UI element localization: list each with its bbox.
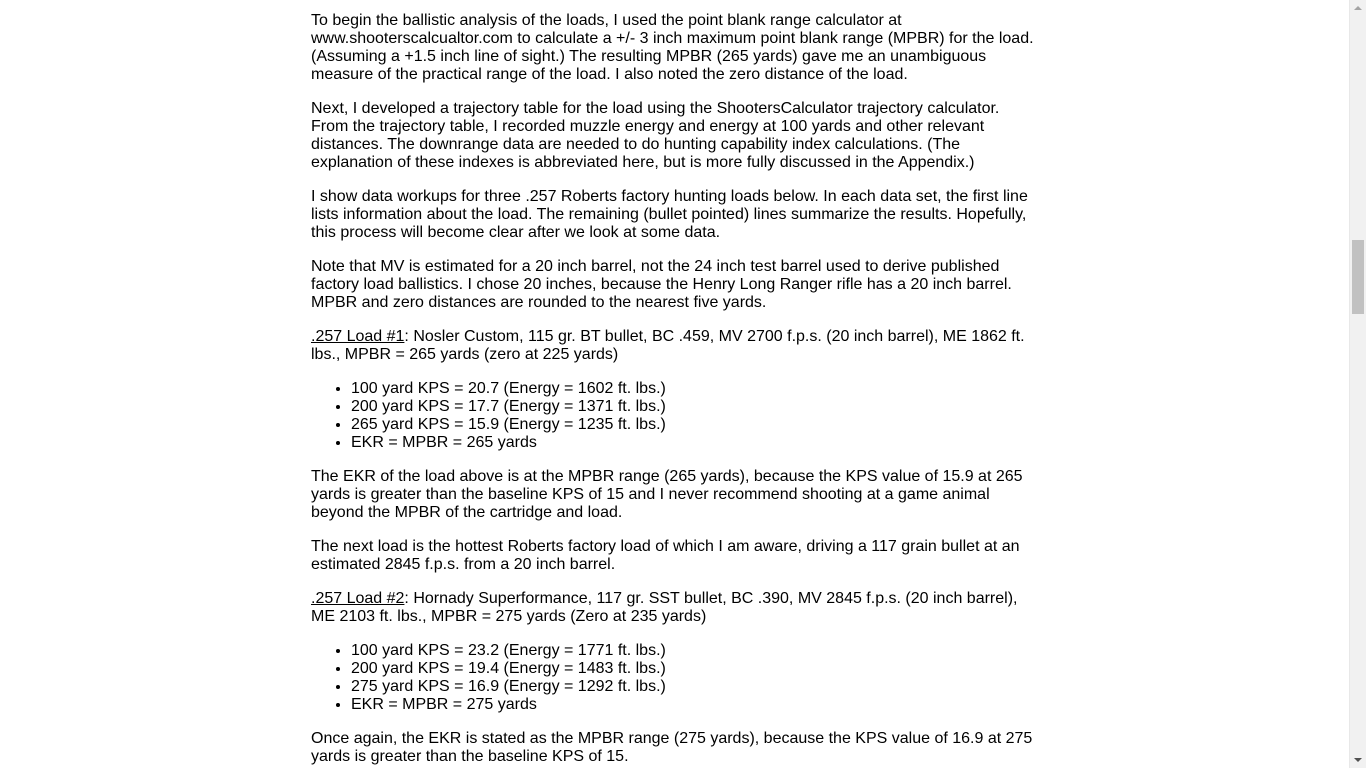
load-1-link[interactable]: .257 Load #1 (311, 328, 405, 345)
load-1-results-list (311, 380, 1041, 452)
load-2-header (311, 590, 1041, 626)
paragraph-data-workups: I show data workups for three .257 Roberts factory hunting loads below. In each data set, the first line lists information about the load. The remaining (bullet pointed) lines summarize the results. Hopefully, this process will become clear after we look at some data. (311, 188, 1028, 241)
list-item: • 275 yard KPS = 16.9 (Energy = 1292 ft. lbs.) (351, 678, 1041, 696)
load-2-results-list (311, 642, 1041, 714)
list-item: • 200 yard KPS = 19.4 (Energy = 1483 ft. lbs.) (351, 660, 1041, 678)
paragraph-mpbr-method: To begin the ballistic analysis of the loads, I used the point blank range calculator at www.shooterscalcualtor.com to calculate a +/- 3 inch maximum point blank range (MPBR) for the load. (Assuming a +1.5 inch line of sight.) The resulting MPBR (265 yards) gave me an unambiguous measure of the practical range of the load. I also noted the zero distance of the load. (311, 12, 1034, 83)
load-1-header (311, 328, 1041, 364)
load-2-link[interactable]: .257 Load #2 (311, 590, 405, 607)
list-item: • 200 yard KPS = 17.7 (Energy = 1371 ft. lbs.) (351, 398, 1041, 416)
list-item: • 100 yard KPS = 23.2 (Energy = 1771 ft. lbs.) (351, 642, 1041, 660)
load-2-description: : Hornady Superformance, 117 gr. SST bullet, BC .390, MV 2845 f.p.s. (20 inch barrel), ME 2103 ft. lbs., MPBR = 275 yards (Zero at 235 yards) (311, 590, 1018, 625)
load-1-description: : Nosler Custom, 115 gr. BT bullet, BC .459, MV 2700 f.p.s. (20 inch barrel), ME 1862 ft. lbs., MPBR = 265 yards (zero at 225 yards) (311, 328, 1025, 363)
paragraph-load-1-ekr: The EKR of the load above is at the MPBR range (265 yards), because the KPS value of 15.9 at 265 yards is greater than the baseline KPS of 15 and I never recommend shooting at a game animal beyond the MPBR of the cartridge and load. (311, 468, 1023, 521)
paragraph-mv-note: Note that MV is estimated for a 20 inch barrel, not the 24 inch test barrel used to derive published factory load ballistics. I chose 20 inches, because the Henry Long Ranger rifle has a 20 inch barrel. MPBR and zero distances are rounded to the nearest five yards. (311, 258, 1012, 311)
article-body (311, 12, 1041, 768)
scroll-down-icon[interactable] (1350, 752, 1366, 768)
list-item: • 100 yard KPS = 20.7 (Energy = 1602 ft. lbs.) (351, 380, 1041, 398)
list-item: • 265 yard KPS = 15.9 (Energy = 1235 ft. lbs.) (351, 416, 1041, 434)
paragraph-load-2-ekr: Once again, the EKR is stated as the MPBR range (275 yards), because the KPS value of 16.9 at 275 yards is greater than the baseline KPS of 15. (311, 730, 1033, 765)
scrollbar-thumb[interactable] (1352, 240, 1364, 314)
paragraph-hottest-load: The next load is the hottest Roberts factory load of which I am aware, driving a 117 grain bullet at an estimated 2845 f.p.s. from a 20 inch barrel. (311, 538, 1020, 573)
list-item: • EKR = MPBR = 265 yards (351, 434, 1041, 452)
paragraph-trajectory-table: Next, I developed a trajectory table for the load using the ShootersCalculator trajectory calculator. From the trajectory table, I recorded muzzle energy and energy at 100 yards and other relevant distances. The downrange data are needed to do hunting capability index calculations. (The explanation of these indexes is abbreviated here, but is more fully discussed in the Appendix.) (311, 100, 1000, 171)
vertical-scrollbar[interactable] (1349, 0, 1366, 768)
list-item: • EKR = MPBR = 275 yards (351, 696, 1041, 714)
scroll-up-icon[interactable] (1350, 0, 1366, 16)
